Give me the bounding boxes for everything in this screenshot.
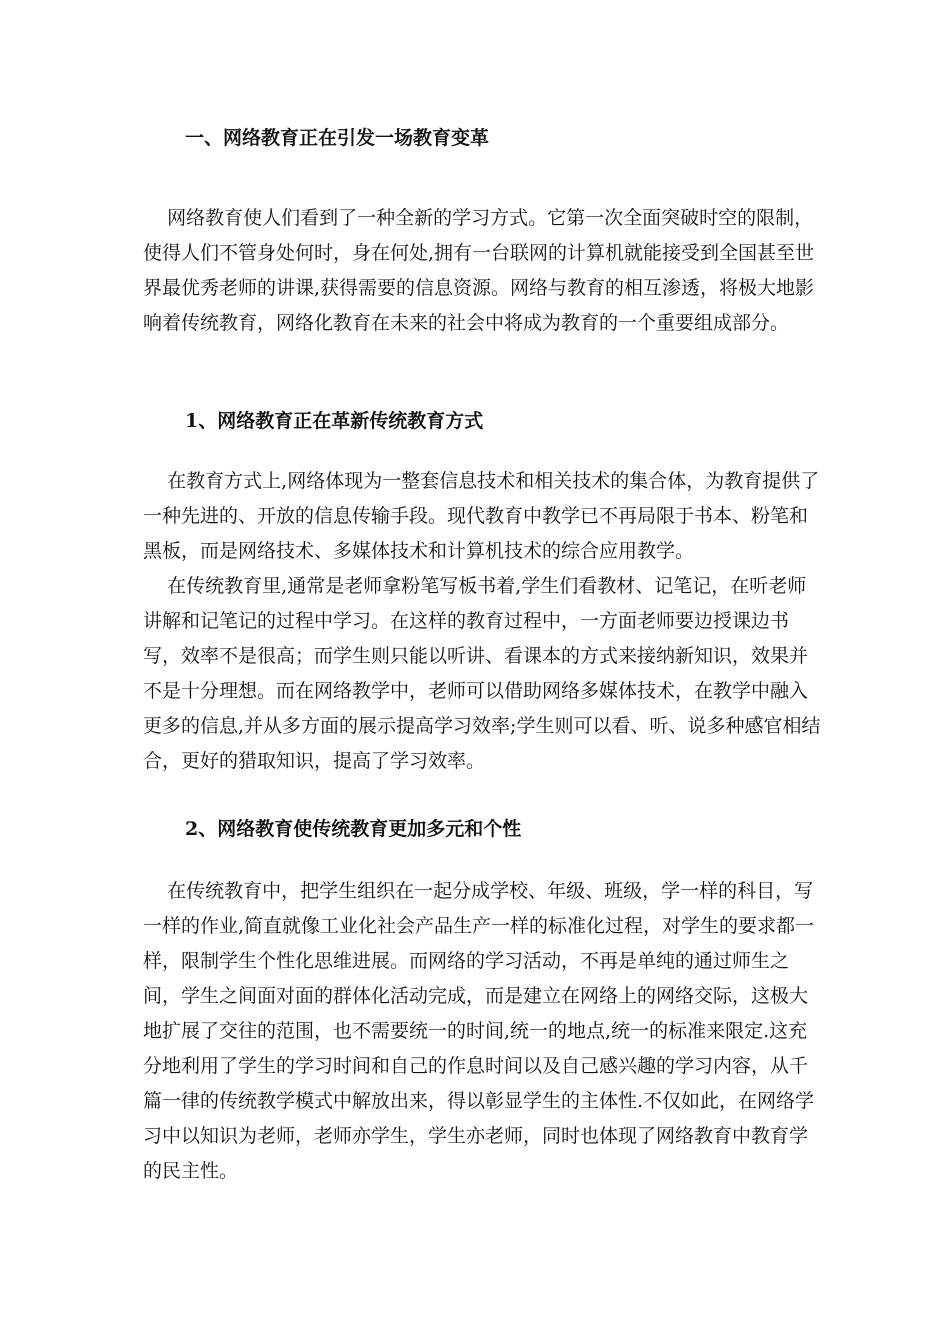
- section-1-paragraph-1: 在教育方式上,网络体现为一整套信息技术和相关技术的集合体，为教育提供了一种先进的、开放的信息传输手段。现代教育中教学已不再局限于书本、粉笔和黑板，而是网络技术、多媒体技术和计算机技术的综合应用教学。: [143, 470, 820, 562]
- intro-paragraph: 网络教育使人们看到了一种全新的学习方式。它第一次全面突破时空的限制，使得人们不管身处何时，身在何处,拥有一台联网的计算机就能接受到全国甚至世界最优秀老师的讲课,获得需要的信息资源。网络与教育的相互渗透，将极大地影响着传统教育，网络化教育在未来的社会中将成为教育的一个重要组成部分。: [143, 207, 815, 334]
- section-heading-1: 1、网络教育正在革新传统教育方式: [185, 410, 484, 432]
- section-heading-2: 2、网络教育使传统教育更加多元和个性: [185, 818, 522, 840]
- section-1-paragraph-2: 在传统教育里,通常是老师拿粉笔写板书着,学生们看教材、记笔记，在听老师讲解和记笔记的过程中学习。在这样的教育过程中，一方面老师要边授课边书写，效率不是很高；而学生则只能以听讲、看课本的方式来接纳新知识，效果并不是十分理想。而在网络教学中，老师可以借助网络多媒体技术，在教学中融入更多的信息,并从多方面的展示提高学习效率;学生则可以看、听、说多种感官相结合，更好的猎取知识，提高了学习效率。: [143, 575, 821, 772]
- main-heading: 一、网络教育正在引发一场教育变革: [185, 127, 490, 149]
- section-2-paragraph: 在传统教育中，把学生组织在一起分成学校、年级、班级，学一样的科目，写一样的作业,简直就像工业化社会产品生产一样的标准化过程，对学生的要求都一样，限制学生个性化思维进展。而网络的学习活动，不再是单纯的通过师生之间，学生之间面对面的群体化活动完成，而是建立在网络上的网络交际，这极大地扩展了交往的范围，也不需要统一的时间,统一的地点,统一的标准来限定.这充分地利用了学生的学习时间和自己的作息时间以及自己感兴趣的学习内容，从千篇一律的传统教学模式中解放出来，得以彰显学生的主体性.不仅如此，在网络学习中以知识为老师，老师亦学生，学生亦老师，同时也体现了网络教育中教育学的民主性。: [143, 880, 815, 1182]
